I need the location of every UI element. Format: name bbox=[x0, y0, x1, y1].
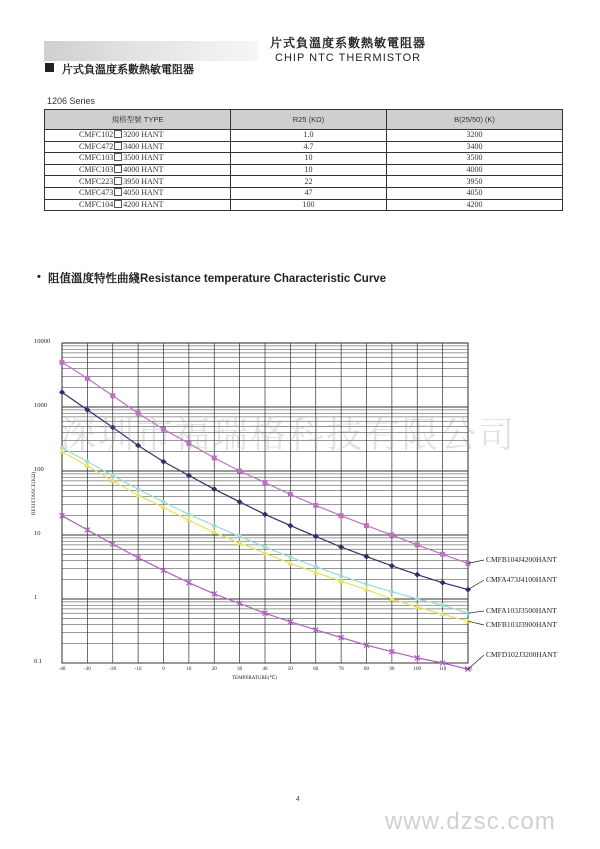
series-label: 1206 Series bbox=[47, 96, 96, 106]
x-tick-label: 110 bbox=[438, 667, 447, 672]
x-tick-label: 70 bbox=[338, 667, 344, 672]
r25-cell: 10 bbox=[231, 153, 387, 165]
data-point bbox=[339, 513, 344, 518]
x-tick-label: 50 bbox=[287, 667, 293, 672]
type-code: CMFC102 bbox=[79, 130, 114, 140]
b-value-cell: 4000 bbox=[387, 164, 563, 176]
header-title-en: CHIP NTC THERMISTOR bbox=[275, 52, 422, 64]
legend-label: CMFA473J4100HANT bbox=[486, 575, 557, 584]
legend-label: CMFB103J3900HANT bbox=[486, 620, 557, 629]
watermark-url: www.dzsc.com bbox=[385, 808, 556, 835]
type-code: CMFC472 bbox=[79, 141, 114, 151]
x-tick-label: 0 bbox=[162, 667, 165, 672]
x-tick-label: -40 bbox=[58, 667, 66, 672]
data-point bbox=[415, 597, 419, 601]
r25-cell: 100 bbox=[231, 199, 387, 211]
type-suffix: 3950 HANT bbox=[123, 176, 164, 186]
data-point bbox=[263, 545, 267, 549]
page-number: 4 bbox=[296, 796, 300, 803]
data-point bbox=[85, 376, 90, 381]
x-tick-label: 30 bbox=[237, 667, 243, 672]
type-suffix: 4050 HANT bbox=[123, 188, 164, 198]
data-point bbox=[136, 487, 140, 491]
type-suffix: 4200 HANT bbox=[123, 199, 164, 209]
data-point bbox=[111, 474, 115, 478]
b-value-cell: 3950 bbox=[387, 176, 563, 188]
type-suffix: 4000 HANT bbox=[123, 165, 164, 175]
legend-label: CMFD102J3200HANT bbox=[486, 650, 558, 659]
r25-cell: 1.0 bbox=[231, 130, 387, 142]
y-tick-label: 1 bbox=[34, 594, 38, 601]
table-header-type: 規格型號 TYPE bbox=[45, 110, 231, 130]
r25-cell: 22 bbox=[231, 176, 387, 188]
watermark-company: 深圳市福瑞格科技有限公司 bbox=[60, 415, 517, 456]
legend-label: CMFA103J3500HANT bbox=[486, 606, 557, 615]
data-point bbox=[339, 574, 343, 578]
y-tick-label: 0.1 bbox=[34, 658, 43, 665]
b-value-cell: 3200 bbox=[387, 130, 563, 142]
data-point bbox=[313, 503, 318, 508]
legend-leader bbox=[468, 580, 484, 590]
x-tick-label: 80 bbox=[364, 667, 369, 672]
x-tick-label: 120 bbox=[464, 667, 472, 672]
header-title-cn: 片式負溫度系數熱敏電阻器 bbox=[270, 36, 427, 50]
data-point bbox=[263, 480, 268, 485]
type-code: CMFC103 bbox=[79, 153, 114, 163]
data-point bbox=[440, 552, 445, 557]
type-suffix: 3400 HANT bbox=[123, 141, 164, 151]
curve-bullet: • bbox=[37, 271, 41, 283]
x-tick-label: 60 bbox=[313, 667, 319, 672]
x-tick-label: -10 bbox=[134, 667, 142, 672]
data-point bbox=[60, 360, 65, 365]
x-axis-title: TEMPERATURE(℃) bbox=[232, 676, 277, 681]
y-tick-label: 10000 bbox=[34, 338, 51, 345]
type-code: CMFC103 bbox=[79, 165, 114, 175]
r25-cell: 10 bbox=[231, 164, 387, 176]
data-point bbox=[365, 582, 369, 586]
r25-cell: 47 bbox=[231, 187, 387, 199]
data-point bbox=[288, 555, 292, 559]
x-tick-label: 90 bbox=[389, 667, 395, 672]
section-title: 片式負溫度系數熱敏電阻器 bbox=[62, 64, 194, 76]
data-point bbox=[390, 590, 394, 594]
y-tick-label: 10 bbox=[34, 530, 41, 537]
data-point bbox=[415, 542, 420, 547]
data-point bbox=[110, 393, 115, 398]
table-header-b: B(25/50) (K) bbox=[387, 110, 563, 130]
x-tick-label: 10 bbox=[186, 667, 192, 672]
type-suffix: 3200 HANT bbox=[123, 130, 164, 140]
type-suffix: 3500 HANT bbox=[123, 153, 164, 163]
data-point bbox=[162, 500, 166, 504]
y-tick-label: 1000 bbox=[34, 402, 47, 409]
x-tick-label: 100 bbox=[413, 667, 421, 672]
data-point bbox=[389, 533, 394, 538]
data-point bbox=[187, 512, 191, 516]
b-value-cell: 4050 bbox=[387, 187, 563, 199]
b-value-cell: 3400 bbox=[387, 141, 563, 153]
y-tick-label: 100 bbox=[34, 466, 44, 473]
r25-cell: 4.7 bbox=[231, 141, 387, 153]
type-code: CMFC104 bbox=[79, 199, 114, 209]
data-point bbox=[238, 534, 242, 538]
data-point bbox=[288, 492, 293, 497]
type-code: CMFC223 bbox=[79, 176, 114, 186]
curve-section-title: 阻值溫度特性曲綫Resistance temperature Characteristic Curve bbox=[48, 273, 387, 285]
data-point bbox=[212, 524, 216, 528]
data-point bbox=[441, 603, 445, 607]
x-tick-label: -30 bbox=[84, 667, 91, 672]
x-tick-label: 40 bbox=[262, 667, 268, 672]
legend-leader bbox=[468, 611, 484, 613]
x-tick-label: -20 bbox=[109, 667, 117, 672]
b-value-cell: 4200 bbox=[387, 199, 563, 211]
data-point bbox=[314, 565, 318, 569]
x-tick-label: 20 bbox=[211, 667, 217, 672]
b-value-cell: 3500 bbox=[387, 153, 563, 165]
data-point bbox=[364, 523, 369, 528]
table-header-r25: R25 (KΩ) bbox=[231, 110, 387, 130]
y-axis-title: RESISTANCE(KΩ) bbox=[32, 471, 37, 515]
legend-label: CMFB104J4200HANT bbox=[486, 555, 557, 564]
type-code: CMFC473 bbox=[79, 188, 114, 198]
data-point bbox=[237, 469, 242, 474]
